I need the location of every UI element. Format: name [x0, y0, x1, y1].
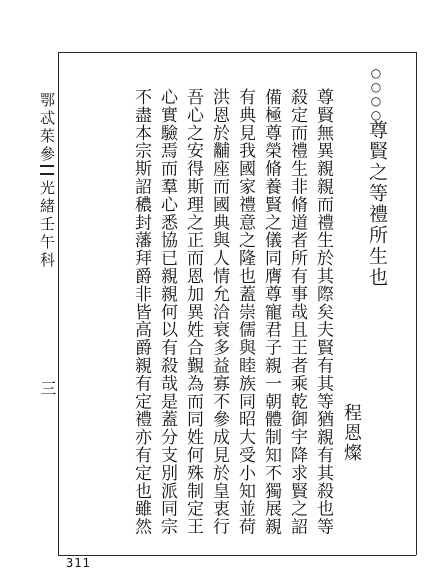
essay-column-3: 備極尊榮脩養賢之儀同膺尊寵君子親一朝體制知不獨展親 — [261, 88, 281, 536]
essay-column-7: 心實驗焉而羣心悉協已親親何以有殺哉是蓋分支別派同宗 — [157, 88, 177, 536]
essay-column-4: 有典見我國家禮意之隆也蓋崇儒與睦族同昭大受小知並荷 — [235, 88, 255, 536]
essay-column-1: 尊賢無異親親而禮生於其際矣夫賢有其等猶親有其殺也等 — [313, 88, 333, 536]
essay-column-2: 殺定而禮生非脩道者所有事哉且王者乘乾御宇降求賢之詔 — [287, 88, 307, 536]
margin-reign-label: 光緒壬午科 — [38, 180, 56, 270]
left-margin-rule — [58, 52, 59, 555]
essay-author: 程恩燦 — [341, 403, 362, 463]
bottom-border — [58, 555, 416, 556]
margin-source-label: 鄂忒茱參 — [38, 92, 56, 164]
essay-column-8: 不盡本宗斯詔穠封藩拜爵非皆高爵親有定禮亦有定也雖然 — [131, 88, 151, 536]
margin-leaf-number: 三 — [38, 380, 57, 399]
top-border — [58, 52, 416, 53]
right-border — [416, 52, 417, 555]
heading-circle-marks: ○○○○ — [369, 66, 383, 122]
essay-column-5: 洪恩於黼座而國典與人情允洽衰多益寡不參成見於皇衷行 — [209, 88, 229, 536]
margin-separator — [40, 165, 54, 175]
page-number: 311 — [66, 556, 91, 570]
essay-title: 尊賢之等禮所生也 — [366, 120, 388, 288]
essay-column-6: 吾心之安得斯理之正而恩加異姓合覲為而同姓何殊制定王 — [183, 88, 203, 536]
